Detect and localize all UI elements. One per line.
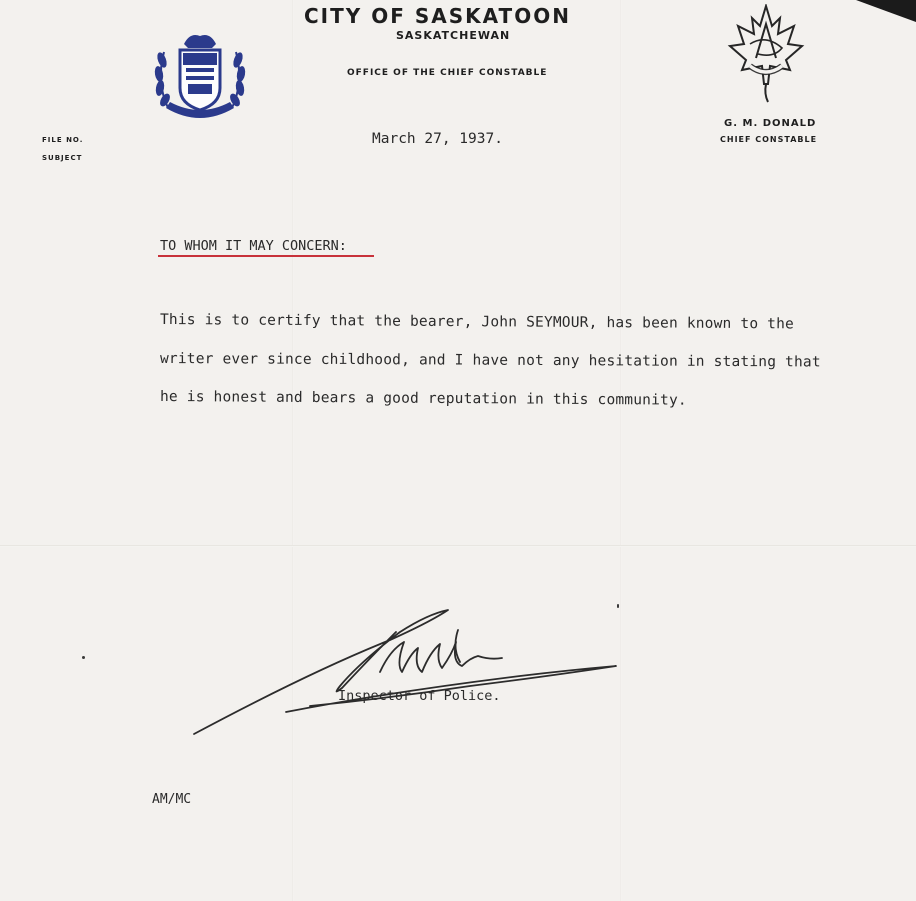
letterhead-province: SASKATCHEWAN [396, 29, 511, 42]
maple-leaf-emblem-icon [726, 4, 806, 104]
body-line-3: he is honest and bears a good reputation in this community. [159, 389, 687, 409]
chief-name: G. M. DONALD [724, 118, 817, 129]
paper-fold-horizontal [0, 545, 916, 547]
body-line-2: writer ever since childhood, and I have not any hesitation in stating that [159, 351, 821, 371]
body-line-1: This is to certify that the bearer, John SEYMOUR, has been known to the [159, 312, 795, 333]
subject-label: SUBJECT [42, 154, 83, 162]
file-no-label: FILE NO. [42, 136, 84, 144]
reference-initials: AM/MC [152, 792, 192, 807]
salutation-underline [158, 255, 374, 257]
handwritten-signature [190, 602, 620, 742]
letterhead-city: CITY OF SASKATOON [304, 4, 571, 28]
ink-speck [617, 604, 619, 608]
paper-fold-vertical-right [620, 0, 622, 901]
chief-title: CHIEF CONSTABLE [720, 135, 818, 144]
signatory-title: Inspector of Police. [338, 688, 501, 704]
salutation: TO WHOM IT MAY CONCERN: [160, 238, 347, 254]
ink-speck [82, 656, 85, 659]
paper-fold-vertical [292, 0, 294, 901]
letterhead-office: OFFICE OF THE CHIEF CONSTABLE [347, 68, 548, 78]
torn-corner [856, 0, 916, 22]
city-crest-icon [150, 30, 250, 124]
letter-date: March 27, 1937. [372, 131, 503, 147]
